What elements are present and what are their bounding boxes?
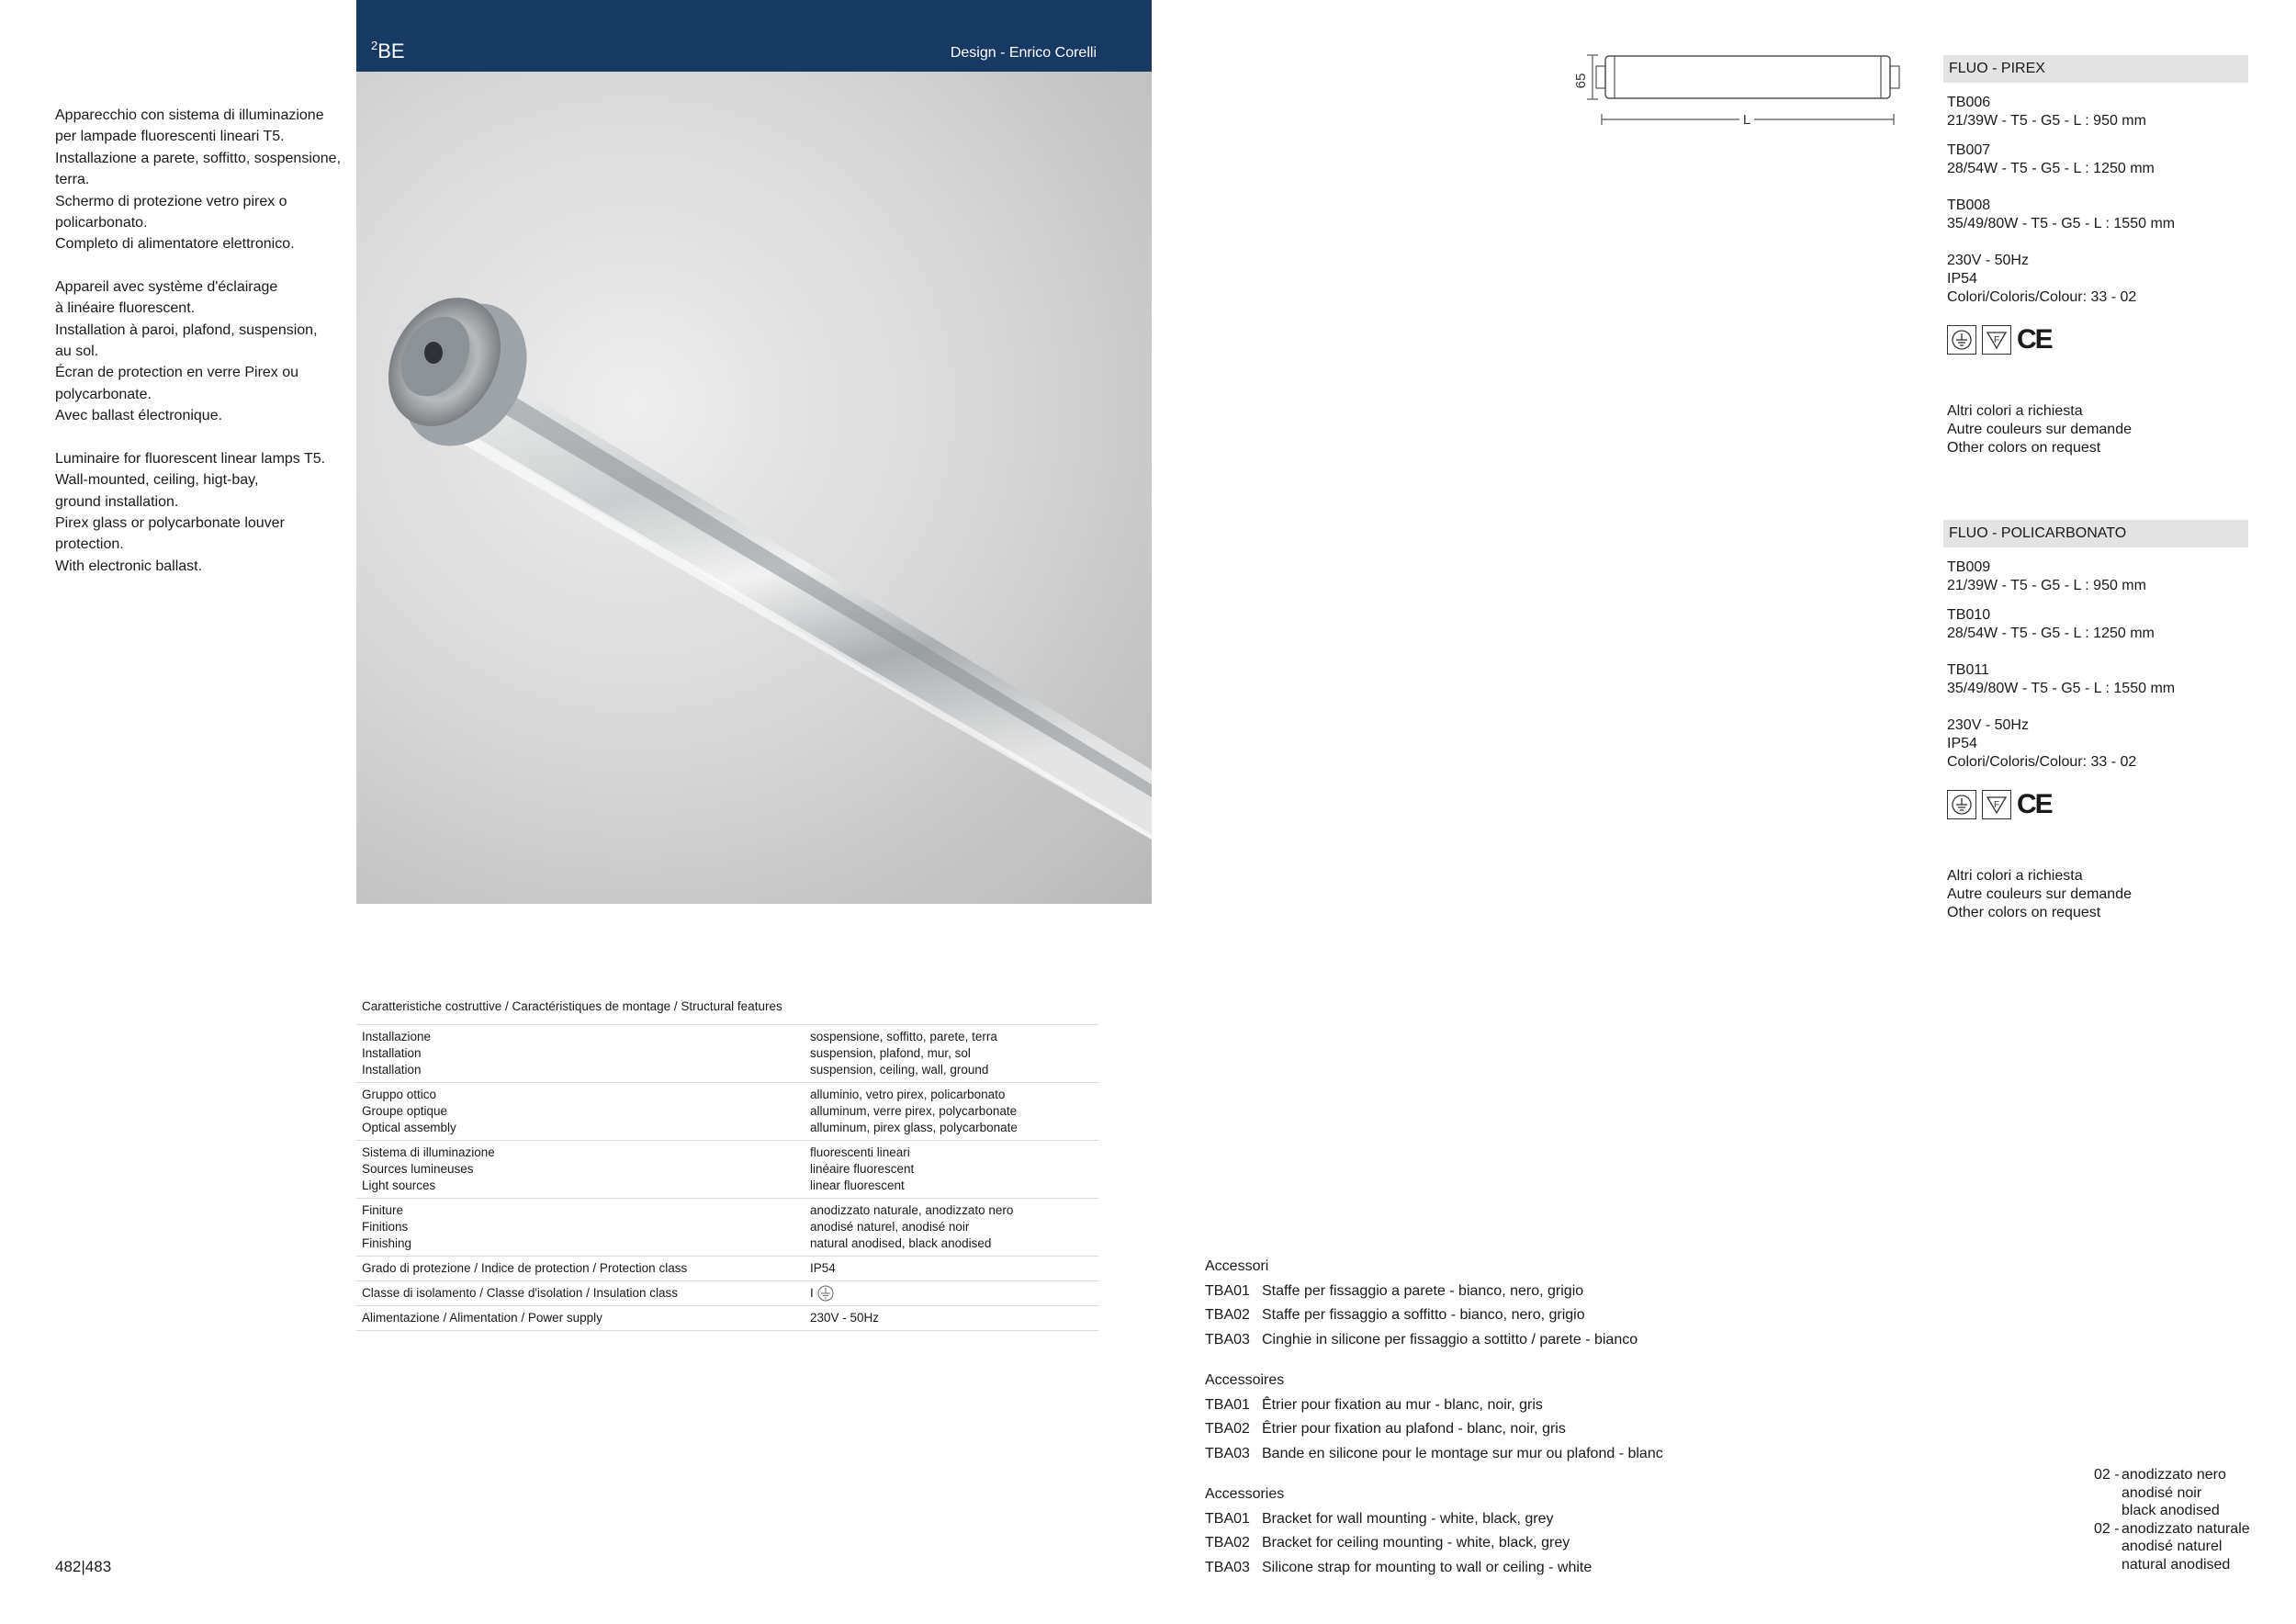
item-code: TB008	[1947, 197, 1991, 213]
accessories-french	[1205, 1369, 1719, 1466]
row-value: fluorescenti lineari linéaire fluorescent linear fluorescent	[810, 1145, 915, 1192]
dimension-diagram	[1565, 40, 1905, 141]
row-label: Gruppo ottico Groupe optique Optical assembly	[362, 1088, 456, 1134]
item-spec: 21/39W - T5 - G5 - L : 950 mm	[1947, 578, 2146, 593]
product-name: $^2$BE	[371, 39, 405, 62]
ground-class-icon	[1947, 790, 1976, 819]
height-label: 65	[1573, 73, 1589, 89]
electrical-specs: 230V - 50Hz IP54 Colori/Coloris/Colour: 33 - 02	[1947, 253, 2137, 305]
list-item: TBA03 Bande en silicone pour le montage sur mur ou plafond - blanc	[1205, 1445, 1663, 1461]
accessories-english	[1205, 1483, 1719, 1580]
tube-lamp-illustration	[356, 72, 1152, 904]
list-item	[2094, 1466, 2278, 1520]
item-code: TB007	[1947, 142, 1991, 158]
item-code: TB009	[1947, 559, 1991, 575]
product-photo	[356, 72, 1152, 904]
intro-english: Luminaire for fluorescent linear lamps T5. Wall-mounted, ceiling, higt-bay, ground installation. Pirex glass or polycarbonate louver protection. With electronic ballast.	[55, 450, 326, 574]
row-label: Finiture Finitions Finishing	[362, 1203, 412, 1250]
designer-credit: Design - Enrico Corelli	[950, 45, 1097, 61]
row-value: alluminio, vetro pirex, policarbonato alluminum, verre pirex, polycarbonate alluminum, pirex glass, polycarbonate	[810, 1088, 1018, 1134]
table-row	[356, 1141, 1098, 1199]
product-item	[1943, 94, 2248, 130]
row-value: I	[810, 1285, 1093, 1302]
table-row	[356, 1257, 1098, 1281]
row-value: sospensione, soffitto, parete, terra suspension, plafond, mur, sol suspension, ceiling, wall, ground	[810, 1030, 997, 1077]
list-item: TBA03 Cinghie in silicone per fissaggio a sottitto / parete - bianco	[1205, 1331, 1638, 1348]
item-spec: 28/54W - T5 - G5 - L : 1250 mm	[1947, 161, 2155, 176]
ground-class-icon	[1947, 325, 1976, 355]
group-title: Accessori	[1205, 1258, 1269, 1274]
item-code: TB010	[1947, 607, 1991, 623]
accessories-italian	[1205, 1255, 1719, 1352]
finish-code: 02 -	[2094, 1467, 2120, 1483]
intro-text	[55, 105, 349, 598]
ground-icon	[817, 1285, 834, 1302]
table-row	[356, 1281, 1098, 1306]
svg-text:F: F	[1993, 335, 2000, 345]
table-row	[356, 1199, 1098, 1257]
item-spec: 35/49/80W - T5 - G5 - L : 1550 mm	[1947, 216, 2176, 231]
list-item: TBA03 Silicone strap for mounting to wall or ceiling - white	[1205, 1559, 1593, 1575]
row-label: Sistema di illuminazione Sources lumineuses Light sources	[362, 1145, 495, 1192]
tube-dimension-drawing	[1565, 40, 1905, 141]
product-block-policarbonato	[1943, 520, 2248, 922]
ce-mark-icon: CE	[2017, 789, 2052, 819]
list-item: TBA02 Êtrier pour fixation au plafond - blanc, noir, gris	[1205, 1421, 1566, 1437]
other-colors-note: Altri colori a richiesta Autre couleurs sur demande Other colors on request	[1947, 403, 2132, 456]
finish-code: 02 -	[2094, 1520, 2120, 1537]
row-value: anodizzato naturale, anodizzato nero anodisé naturel, anodisé noir natural anodised, black anodised	[810, 1203, 1014, 1250]
product-item	[1943, 661, 2248, 698]
row-label: Installazione Installation Installation	[362, 1030, 432, 1077]
product-item	[1943, 141, 2248, 178]
list-item: TBA02 Bracket for ceiling mounting - white, black, grey	[1205, 1535, 1570, 1551]
page-number: 482|483	[55, 1558, 112, 1575]
finish-names: anodizzato naturale anodisé naturel natural anodised	[2122, 1520, 2250, 1573]
intro-french: Appareil avec système d'éclairage à linéaire fluorescent. Installation à paroi, plafond, suspension, au sol. Écran de protection en verre Pirex ou polycarbonate. Avec ballast électronique.	[55, 278, 318, 424]
f-mark-icon	[1982, 790, 2011, 819]
f-mark-icon	[1982, 325, 2011, 355]
svg-text:F: F	[1993, 800, 2000, 810]
length-label: L	[1742, 112, 1751, 128]
ce-mark-icon: CE	[2017, 324, 2052, 355]
table-row	[356, 1083, 1098, 1141]
item-code: TB011	[1947, 662, 1989, 678]
product-block-pirex	[1943, 55, 2248, 457]
list-item: TBA01 Bracket for wall mounting - white, black, grey	[1205, 1510, 1554, 1527]
row-label: Alimentazione / Alimentation / Power supply	[362, 1311, 602, 1325]
certification-icons	[1943, 325, 2248, 355]
electrical-specs: 230V - 50Hz IP54 Colori/Coloris/Colour: 33 - 02	[1947, 717, 2137, 770]
product-item	[1943, 606, 2248, 643]
product-title: FLUO - PIREX	[1943, 55, 2248, 83]
item-spec: 28/54W - T5 - G5 - L : 1250 mm	[1947, 626, 2155, 641]
other-colors-note: Altri colori a richiesta Autre couleurs sur demande Other colors on request	[1947, 868, 2132, 920]
product-title: FLUO - POLICARBONATO	[1943, 520, 2248, 547]
product-item	[1943, 558, 2248, 595]
table-title: Caratteristiche costruttive / Caractéristiques de montage / Structural features	[356, 996, 1098, 1025]
intro-italian: Apparecchio con sistema di illuminazione per lampade fluorescenti lineari T5. Installazione a parete, soffitto, sospensione, terra. Schermo di protezione vetro pirex o policarbonato. Completo di alimentatore elettronico.	[55, 107, 342, 253]
item-code: TB006	[1947, 95, 1991, 110]
item-spec: 21/39W - T5 - G5 - L : 950 mm	[1947, 113, 2146, 129]
list-item: TBA02 Staffe per fissaggio a soffitto - bianco, nero, grigio	[1205, 1307, 1585, 1323]
table-row	[356, 1306, 1098, 1331]
group-title: Accessoires	[1205, 1372, 1285, 1388]
structural-features-table	[356, 996, 1098, 1331]
row-label: Classe di isolamento / Classe d'isolation / Insulation class	[362, 1286, 678, 1300]
finish-names: anodizzato nero anodisé noir black anodised	[2122, 1467, 2226, 1519]
item-spec: 35/49/80W - T5 - G5 - L : 1550 mm	[1947, 681, 2176, 696]
row-label: Grado di protezione / Indice de protection / Protection class	[362, 1261, 688, 1275]
list-item: TBA01 Êtrier pour fixation au mur - blanc, noir, gris	[1205, 1396, 1543, 1413]
list-item	[2094, 1520, 2278, 1574]
product-item	[1943, 197, 2248, 233]
finishes-legend	[2094, 1466, 2278, 1574]
list-item: TBA01 Staffe per fissaggio a parete - bianco, nero, grigio	[1205, 1282, 1584, 1299]
table-row	[356, 1025, 1098, 1083]
accessories-list	[1205, 1255, 1719, 1596]
certification-icons	[1943, 790, 2248, 819]
product-header	[356, 0, 1152, 72]
row-value: 230V - 50Hz	[810, 1311, 880, 1325]
group-title: Accessories	[1205, 1486, 1285, 1502]
row-value: IP54	[810, 1261, 836, 1275]
